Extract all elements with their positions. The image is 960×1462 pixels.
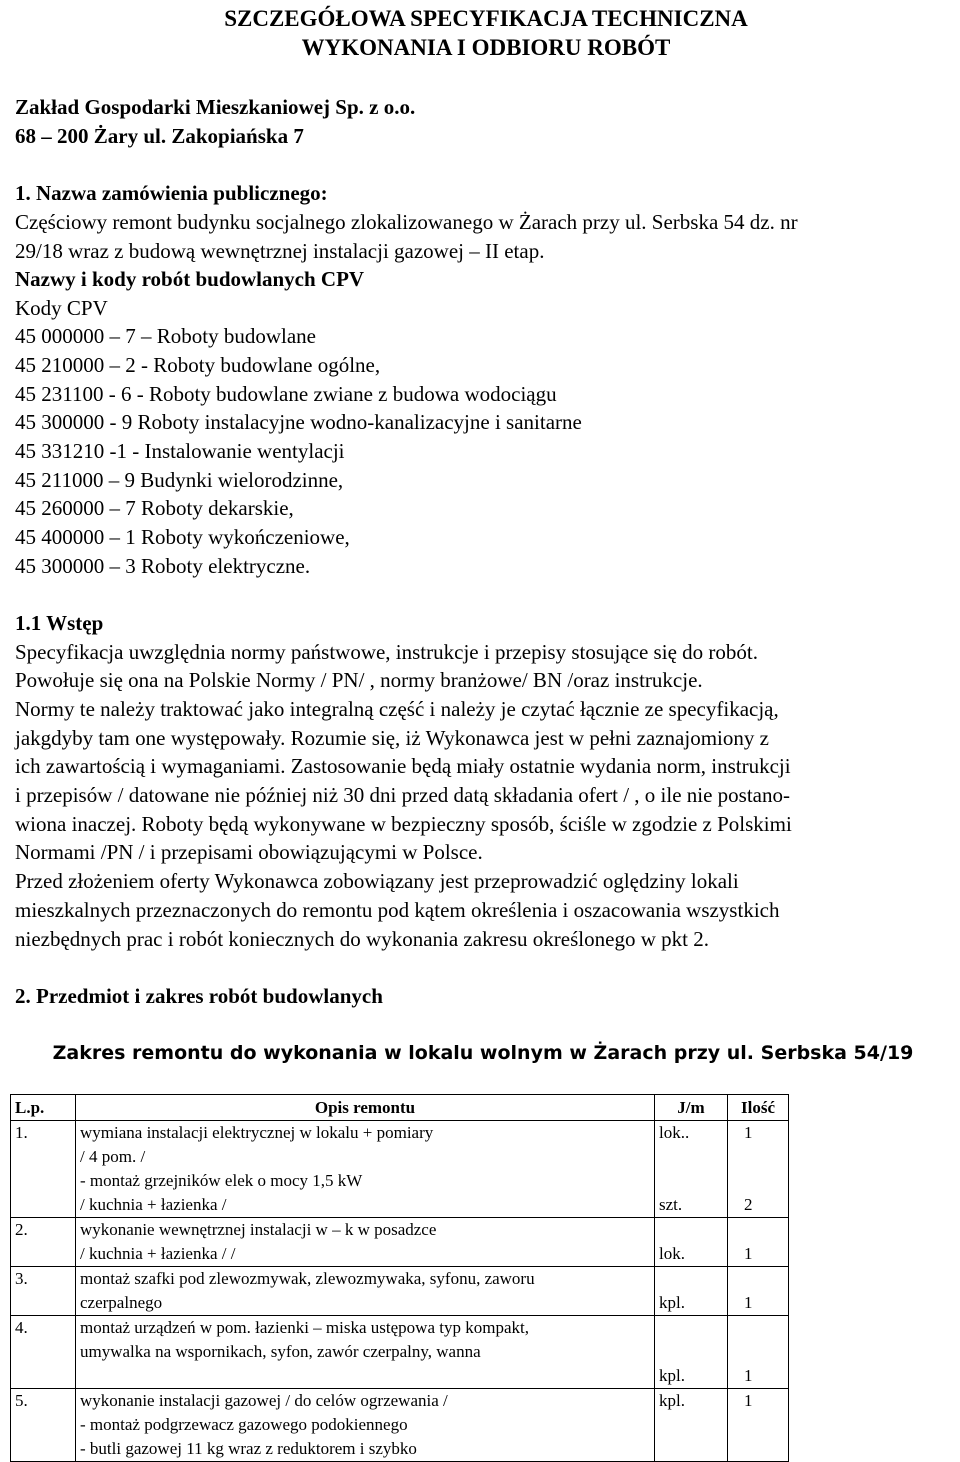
quantity-line: 2 <box>744 1195 753 1214</box>
unit-line <box>659 1145 723 1169</box>
unit-line <box>659 1267 723 1291</box>
section11-line: wiona inaczej. Roboty będą wykonywane w bezpieczny sposób, ściśle w zgodzie z Polskimi <box>15 812 792 836</box>
cpv-code: 45 211000 – 9 Budynki wielorodzinne, <box>15 468 344 492</box>
section1-line: 29/18 wraz z budową wewnętrznej instalacji gazowej – II etap. <box>15 239 545 263</box>
table-row <box>11 1389 789 1462</box>
unit-line: lok. <box>659 1244 685 1263</box>
section11-line: Przed złożeniem oferty Wykonawca zobowiązany jest przeprowadzić oględziny lokali <box>15 869 739 893</box>
row-lp: 2. <box>11 1218 76 1267</box>
header-description: Opis remontu <box>76 1095 655 1121</box>
row-description <box>76 1316 655 1389</box>
quantity-line <box>732 1267 784 1291</box>
section11-line: ich zawartością i wymaganiami. Zastosowanie będą miały ostatnie wydania norm, instrukcji <box>15 754 791 778</box>
quantity-line: 1 <box>744 1123 753 1142</box>
row-lp: 5. <box>11 1389 76 1462</box>
scope-table <box>10 1094 789 1462</box>
row-lp: 3. <box>11 1267 76 1316</box>
cpv-code: 45 300000 – 3 Roboty elektryczne. <box>15 554 311 578</box>
section2-heading: 2. Przedmiot i zakres robót budowlanych <box>15 984 383 1008</box>
quantity-line: 1 <box>744 1244 753 1263</box>
section1-line: Częściowy remont budynku socjalnego zlokalizowanego w Żarach przy ul. Serbska 54 dz. nr <box>15 210 798 234</box>
row-description <box>76 1267 655 1316</box>
description-line: umywalka na wspornikach, syfon, zawór czerpalny, wanna <box>80 1342 481 1361</box>
unit-line <box>659 1413 723 1437</box>
row-quantity <box>728 1316 789 1389</box>
description-line: wykonanie instalacji gazowej / do celów ogrzewania / <box>80 1391 448 1410</box>
description-line <box>80 1364 650 1388</box>
unit-line <box>659 1340 723 1364</box>
quantity-line <box>732 1218 784 1242</box>
description-line: wykonanie wewnętrznej instalacji w – k w posadzce <box>80 1220 437 1239</box>
quantity-line <box>732 1437 784 1461</box>
cpv-label: Kody CPV <box>15 296 108 320</box>
header-quantity: Ilość <box>728 1095 789 1121</box>
cpv-code: 45 260000 – 7 Roboty dekarskie, <box>15 496 294 520</box>
table-row <box>11 1267 789 1316</box>
investor-name: Zakład Gospodarki Mieszkaniowej Sp. z o.o. <box>15 95 416 119</box>
description-line: / kuchnia + łazienka / <box>80 1195 227 1214</box>
row-description <box>76 1218 655 1267</box>
row-quantity <box>728 1267 789 1316</box>
section11-line: jakgdyby tam one występowały. Rozumie się, iż Wykonawca jest w pełni zaznajomiony z <box>15 726 769 750</box>
row-description <box>76 1389 655 1462</box>
unit-line: kpl. <box>659 1391 685 1410</box>
section11-line: niezbędnych prac i robót koniecznych do wykonania zakresu określonego w pkt 2. <box>15 927 709 951</box>
description-line: czerpalnego <box>80 1293 163 1312</box>
unit-line <box>659 1218 723 1242</box>
description-line: / kuchnia + łazienka / / <box>80 1244 236 1263</box>
section11-line: Normy te należy traktować jako integralną część i należy je czytać łącznie ze specyfikacją, <box>15 697 779 721</box>
row-quantity <box>728 1121 789 1218</box>
cpv-code: 45 231100 - 6 - Roboty budowlane zwiane z budowa wodociągu <box>15 382 557 406</box>
unit-line: lok.. <box>659 1123 690 1142</box>
document-title-line1: SZCZEGÓŁOWA SPECYFIKACJA TECHNICZNA <box>224 6 748 31</box>
row-unit <box>655 1389 728 1462</box>
row-quantity <box>728 1389 789 1462</box>
cpv-code: 45 331210 -1 - Instalowanie wentylacji <box>15 439 345 463</box>
description-line: / 4 pom. / <box>80 1147 146 1166</box>
cpv-code: 45 000000 – 7 – Roboty budowlane <box>15 324 316 348</box>
section11-line: Specyfikacja uwzględnia normy państwowe, instrukcje i przepisy stosujące się do robót. <box>15 640 758 664</box>
unit-line <box>659 1316 723 1340</box>
unit-line: szt. <box>659 1195 683 1214</box>
description-line: montaż szafki pod zlewozmywak, zlewozmywaka, syfonu, zaworu <box>80 1269 535 1288</box>
description-line: wymiana instalacji elektrycznej w lokalu + pomiary <box>80 1123 434 1142</box>
cpv-code: 45 300000 - 9 Roboty instalacyjne wodno-kanalizacyjne i sanitarne <box>15 410 582 434</box>
section11-line: Normami /PN / i przepisami obowiązującymi w Polsce. <box>15 840 483 864</box>
description-line: montaż urządzeń w pom. łazienki – miska ustępowa typ kompakt, <box>80 1318 529 1337</box>
row-unit <box>655 1218 728 1267</box>
investor-address: 68 – 200 Żary ul. Zakopiańska 7 <box>15 124 304 148</box>
quantity-line: 1 <box>744 1293 753 1312</box>
document-title-line2: WYKONANIA I ODBIORU ROBÓT <box>301 35 671 60</box>
quantity-line <box>732 1340 784 1364</box>
section11-heading: 1.1 Wstęp <box>15 611 104 635</box>
row-description <box>76 1121 655 1218</box>
table-row <box>11 1316 789 1389</box>
cpv-code: 45 400000 – 1 Roboty wykończeniowe, <box>15 525 350 549</box>
quantity-line <box>732 1169 784 1193</box>
unit-line: kpl. <box>659 1366 685 1385</box>
section11-line: i przepisów / datowane nie później niż 30 dni przed datą składania ofert / , o ile nie postano- <box>15 783 791 807</box>
row-quantity <box>728 1218 789 1267</box>
unit-line <box>659 1437 723 1461</box>
row-lp: 4. <box>11 1316 76 1389</box>
table-header-row <box>11 1095 789 1121</box>
description-line: - butli gazowej 11 kg wraz z reduktorem i szybko <box>80 1439 417 1458</box>
quantity-line: 1 <box>744 1366 753 1385</box>
cpv-code: 45 210000 – 2 - Roboty budowlane ogólne, <box>15 353 381 377</box>
scope-subheading: Zakres remontu do wykonania w lokalu wolnym w Żarach przy ul. Serbska 54/19 <box>52 1042 914 1064</box>
quantity-line: 1 <box>744 1391 753 1410</box>
table-row <box>11 1218 789 1267</box>
unit-line <box>659 1169 723 1193</box>
quantity-line <box>732 1145 784 1169</box>
description-line: - montaż podgrzewacz gazowego podokiennego <box>80 1415 408 1434</box>
header-lp: L.p. <box>11 1095 76 1121</box>
quantity-line <box>732 1316 784 1340</box>
row-unit <box>655 1267 728 1316</box>
quantity-line <box>732 1413 784 1437</box>
unit-line: kpl. <box>659 1293 685 1312</box>
row-unit <box>655 1316 728 1389</box>
section11-line: mieszkalnych przeznaczonych do remontu pod kątem określenia i oszacowania wszystkich <box>15 898 780 922</box>
row-unit <box>655 1121 728 1218</box>
table-row <box>11 1121 789 1218</box>
cpv-heading: Nazwy i kody robót budowlanych CPV <box>15 267 365 291</box>
header-unit: J/m <box>655 1095 728 1121</box>
section11-line: Powołuje się ona na Polskie Normy / PN/ , normy branżowe/ BN /oraz instrukcje. <box>15 668 703 692</box>
section1-heading: 1. Nazwa zamówienia publicznego: <box>15 181 328 205</box>
row-lp: 1. <box>11 1121 76 1218</box>
description-line: - montaż grzejników elek o mocy 1,5 kW <box>80 1171 363 1190</box>
